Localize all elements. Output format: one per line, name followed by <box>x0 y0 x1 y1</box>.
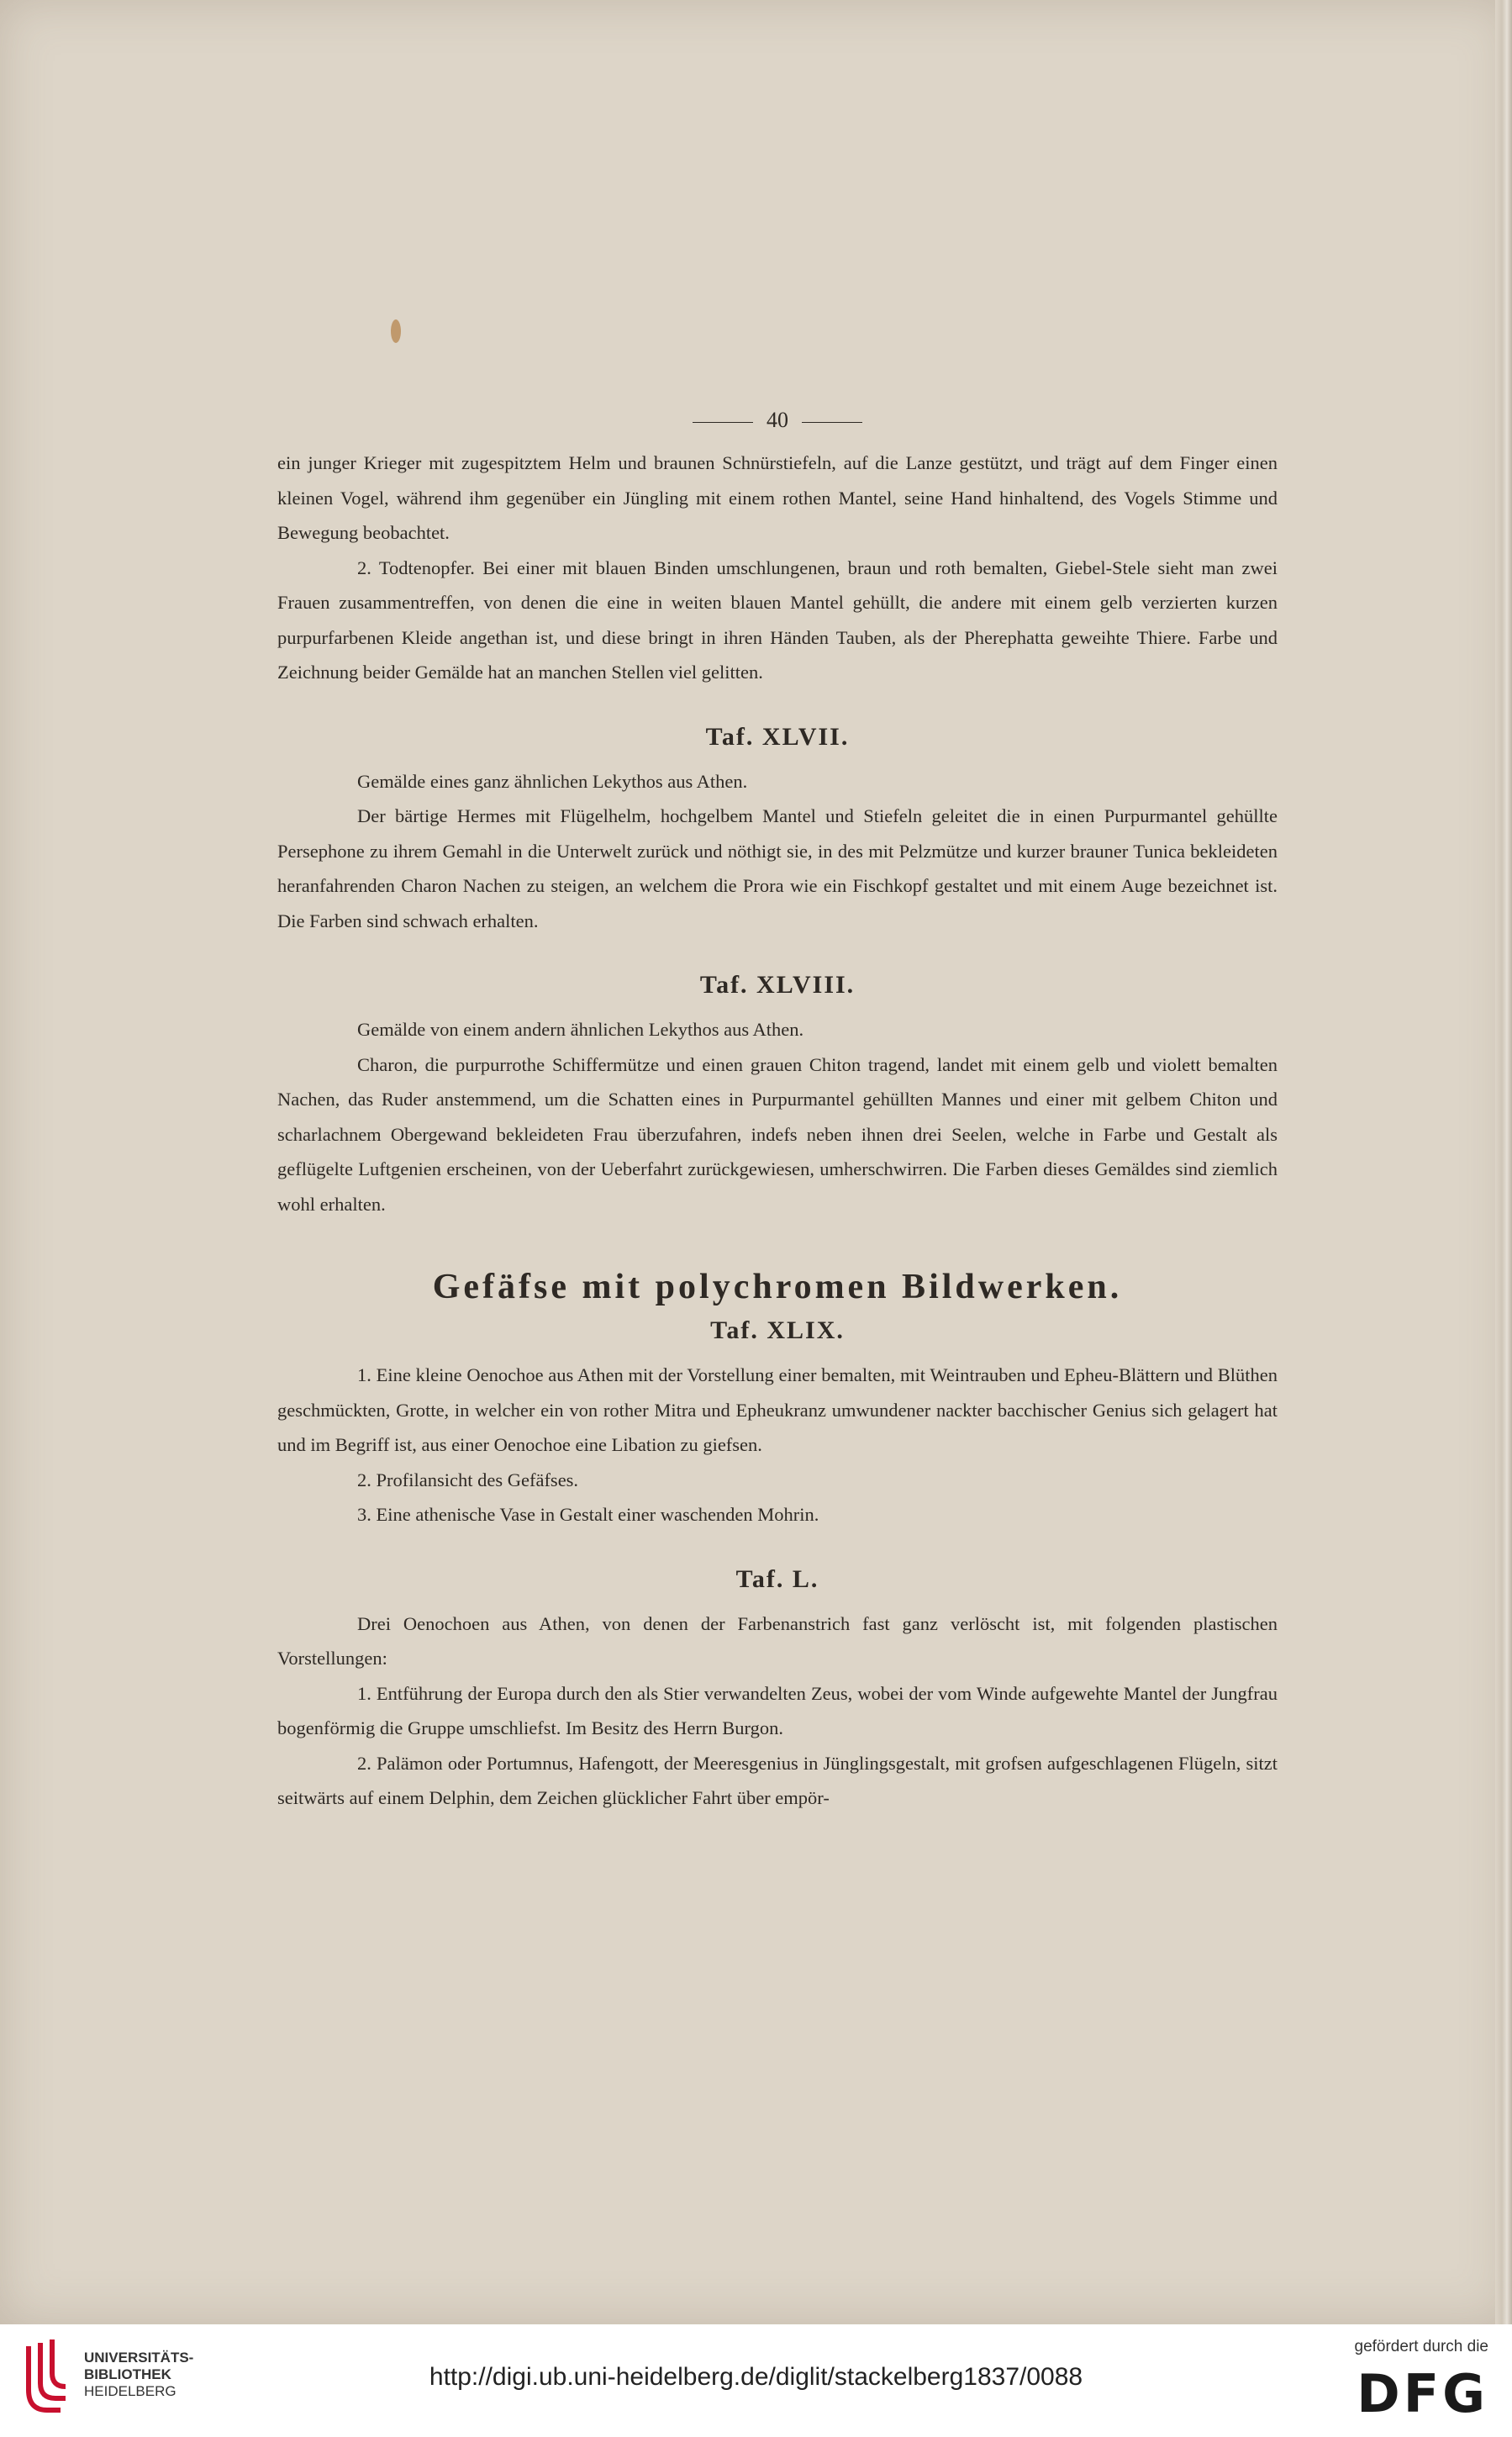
page-number: 40 <box>767 408 788 432</box>
right-dash <box>802 422 862 423</box>
paragraph: Gemälde von einem andern ähnlichen Lekythos aus Athen. <box>357 1019 804 1040</box>
plate-heading: Taf. XLVIII. <box>699 971 856 999</box>
paragraph: 2. Palämon oder Portumnus, Hafengott, der Meeresgenius in Jünglingsgestalt, mit grofsen aufgeschlagenen Flügeln, sitzt seitwärts auf einem Delphin, dem Zeichen glücklicher Fahrt über empör- <box>277 1752 1278 1808</box>
paper-stain <box>391 319 401 343</box>
left-dash <box>693 422 753 423</box>
funding-label: gefördert durch die <box>1354 2338 1488 2355</box>
page-number-line <box>277 404 1278 437</box>
paragraph: Drei Oenochoen aus Athen, von denen der Farbenanstrich fast ganz verlöscht ist, mit folgenden plastischen Vorstellungen: <box>277 1612 1278 1669</box>
plate-heading: Taf. XLIX. <box>710 1316 845 1344</box>
paragraph: Der bärtige Hermes mit Flügelhelm, hochgelbem Mantel und Stiefeln geleitet die in einen Purpurmantel gehüllte Persephone zu ihrem Gemahl in die Unterwelt zurück und nöthigt sie, in des mit Pelzmütze und kurzer brauner Tunica bekleideten heranfahrenden Charon Nachen zu steigen, an welchem die Prora wie ein Fischkopf gestaltet und mit einem Auge bezeichnet ist. Die Farben sind schwach erhalten. <box>277 805 1278 931</box>
paragraph: 1. Entführung der Europa durch den als Stier verwandelten Zeus, wobei der vom Winde aufgewehte Mantel der Jungfrau bogenförmig die Gruppe umschliefst. Im Besitz des Herrn Burgon. <box>277 1682 1278 1738</box>
paragraph: 2. Todtenopfer. Bei einer mit blauen Binden umschlungenen, braun und roth bemalten, Giebel-Stele sieht man zwei Frauen zusammentreffen, von denen die eine in weiten blauen Mantel gehüllt, die andere mit einem gelb verzierten kurzen purpurfarbenen Kleide angethan ist, und diese bringt in ihren Händen Tauben, als der Pherephatta geweihte Thiere. Farbe und Zeichnung beider Gemälde hat an manchen Stellen viel gelitten. <box>277 557 1278 683</box>
page-edge <box>1495 0 1512 2324</box>
paragraph: Charon, die purpurrothe Schiffermütze und einen grauen Chiton tragend, landet mit einem gelb und violett bemalten Nachen, das Ruder anstemmend, um die Schatten eines in Purpurmantel gehüllten Mannes und einer mit gelbem Chiton und scharlachnem Obergewand bekleideten Frau überzufahren, indefs neben ihnen drei Seelen, welche in Farbe und Gestalt als geflügelte Luftgenien erscheinen, von der Ueberfahrt zurückgewiesen, umherschwirren. Die Farben dieses Gemäldes sind ziemlich wohl erhalten. <box>277 1053 1278 1215</box>
source-url-link[interactable]: http://digi.ub.uni-heidelberg.de/diglit/stackelberg1837/0088 <box>429 2363 1083 2391</box>
page-text <box>277 404 1278 1816</box>
digitization-footer <box>0 2324 1512 2437</box>
section-heading: Gefäfse mit polychromen Bildwerken. <box>432 1268 1123 1306</box>
paragraph: 3. Eine athenische Vase in Gestalt einer waschenden Mohrin. <box>357 1504 819 1525</box>
paragraph: 1. Eine kleine Oenochoe aus Athen mit der Vorstellung einer bemalten, mit Weintrauben und Epheu-Blättern und Blüthen geschmückten, Grotte, in welcher ein von rother Mitra und Epheukranz umwundener nackter bacchischer Genius sich gelagert hat und im Begriff ist, aus einer Oenochoe eine Libation zu giefsen. <box>277 1364 1278 1455</box>
paragraph: ein junger Krieger mit zugespitztem Helm und braunen Schnürstiefeln, auf die Lanze gestützt, und trägt auf dem Finger einen kleinen Vogel, während ihm gegenüber ein Jüngling mit einem rothen Mantel, seine Hand hinhaltend, des Vogels Stimme und Bewegung beobachtet. <box>277 452 1278 543</box>
plate-heading: Taf. XLVII. <box>705 722 850 751</box>
library-name-line: UNIVERSITÄTS- <box>84 2350 194 2366</box>
library-name-line: HEIDELBERG <box>84 2383 176 2399</box>
paragraph: Gemälde eines ganz ähnlichen Lekythos aus Athen. <box>357 770 748 792</box>
dfg-logo[interactable]: DFG <box>1357 2363 1488 2424</box>
plate-heading: Taf. L. <box>735 1564 819 1593</box>
library-name-line: BIBLIOTHEK <box>84 2366 171 2382</box>
paragraph: 2. Profilansicht des Gefäfses. <box>357 1469 579 1490</box>
